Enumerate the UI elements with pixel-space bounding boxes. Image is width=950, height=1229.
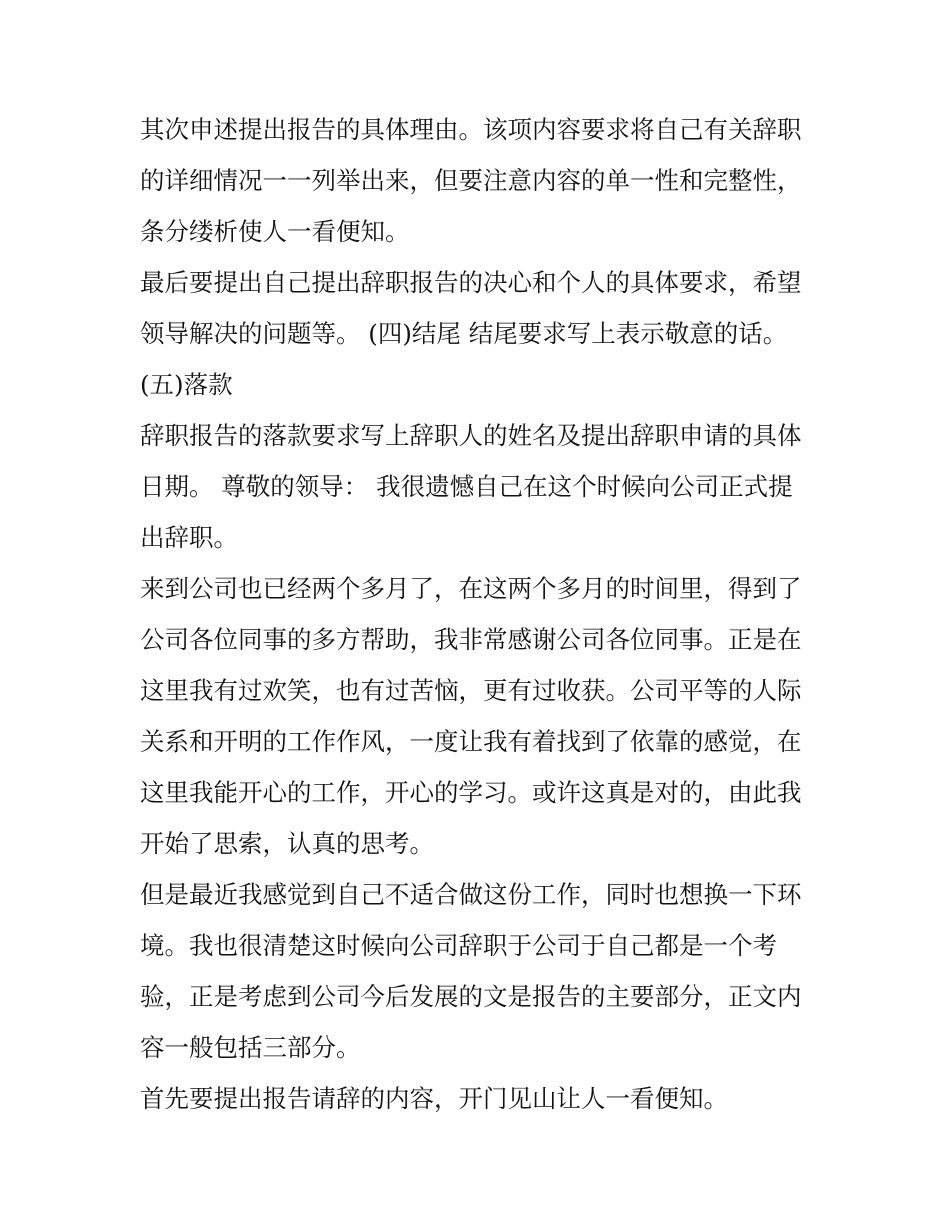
text-line: 条分缕析使人一看便知。	[140, 217, 410, 246]
text-line: 这里我能开心的工作，开心的学习。或许这真是对的，由此我	[140, 778, 802, 807]
document-body	[140, 104, 820, 1124]
text-line: 最后要提出自己提出辞职报告的决心和个人的具体要求，希望	[140, 268, 802, 297]
text-line: 开始了思索，认真的思考。	[140, 829, 434, 858]
text-line: 关系和开明的工作作风，一度让我有着找到了依靠的感觉，在	[140, 727, 802, 756]
text-line: 首先要提出报告请辞的内容，开门见山让人一看便知。	[140, 1084, 728, 1113]
text-line: 出辞职。	[140, 523, 238, 552]
text-line: (五)落款	[140, 370, 233, 399]
text-line: 领导解决的问题等。 (四)结尾 结尾要求写上表示敬意的话。	[140, 319, 788, 348]
text-line: 容一般包括三部分。	[140, 1033, 361, 1062]
text-line: 的详细情况一一列举出来，但要注意内容的单一性和完整性，	[140, 166, 802, 195]
text-line: 来到公司也已经两个多月了，在这两个多月的时间里，得到了	[140, 574, 802, 603]
text-line: 境。我也很清楚这时候向公司辞职于公司于自己都是一个考	[140, 931, 777, 960]
text-line: 辞职报告的落款要求写上辞职人的姓名及提出辞职申请的具体	[140, 421, 802, 450]
text-line: 但是最近我感觉到自己不适合做这份工作，同时也想换一下环	[140, 880, 802, 909]
text-line: 这里我有过欢笑，也有过苦恼，更有过收获。公司平等的人际	[140, 676, 802, 705]
text-line: 日期。 尊敬的领导： 我很遗憾自己在这个时候向公司正式提	[140, 472, 793, 501]
text-line: 公司各位同事的多方帮助，我非常感谢公司各位同事。正是在	[140, 625, 802, 654]
text-line: 验，正是考虑到公司今后发展的文是报告的主要部分，正文内	[140, 982, 802, 1011]
text-line: 其次申述提出报告的具体理由。该项内容要求将自己有关辞职	[140, 115, 802, 144]
